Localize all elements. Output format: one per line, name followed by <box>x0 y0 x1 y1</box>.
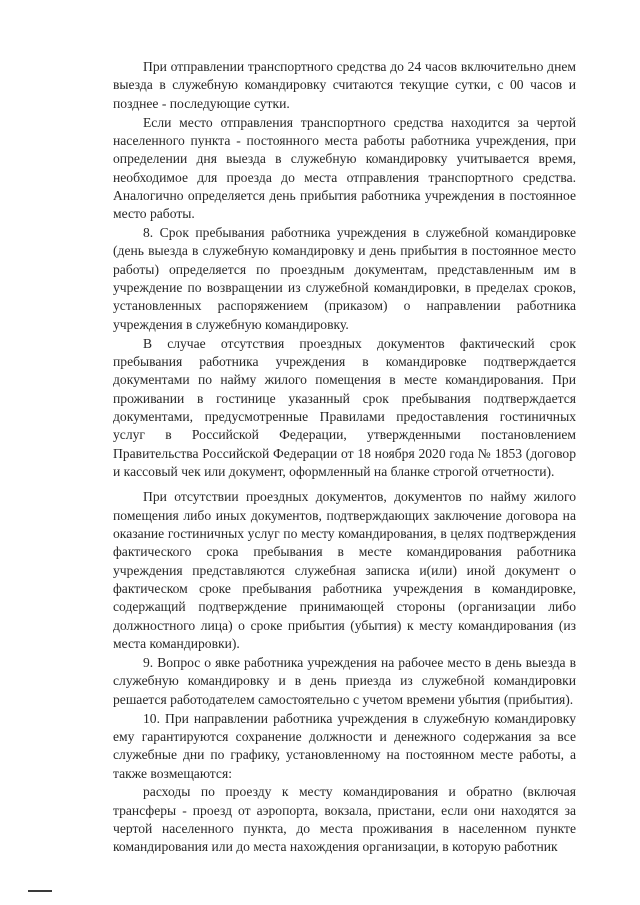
paragraph-clause-8: 8. Срок пребывания работника учреждения в служебной командировке (день выезда в служебную командировку и день прибытия в постоянное место работы) определяется по проездным документам, представленным им в учреждение по возвращении из служебной командировки, в пределах сроков, установленных распоряжением (приказом) о направлении работника учреждения в служебную командировку. <box>113 225 576 332</box>
paragraph-clause-9: 9. Вопрос о явке работника учреждения на рабочее место в день выезда в служебную командировку и в день приезда из служебной командировки решается работодателем самостоятельно с учетом времени убытия (прибытия). <box>113 655 576 707</box>
paragraph-clause-10: 10. При направлении работника учреждения в служебную командировку ему гарантируются сохранение должности и денежного содержания за все служебные дни по графику, установленному на постоянном месте работы, а также возмещаются: <box>113 710 576 781</box>
paragraph-travel-expenses: расходы по проезду к месту командирования и обратно (включая трансферы - проезд от аэропорта, вокзала, пристани, если они находятся за чертой населенного пункта, до места проживания в населенном пункте командирования или до места нахождения организации, в которую работник <box>113 784 576 855</box>
paragraph-departure-day: При отправлении транспортного средства до 24 часов включительно днем выезда в служебную командировку считаются текущие сутки, с 00 часов и позднее - последующие сутки. <box>113 59 576 111</box>
paragraph-departure-point: Если место отправления транспортного средства находится за чертой населенного пункта - постоянного места работы работника учреждения, при определении дня выезда в служебную командировку учитывается время, необходимое для проезда до места отправления транспортного средства. Аналогично определяется день прибытия работника учреждения в постоянное место работы. <box>113 114 576 222</box>
paragraph-no-documents-memo: При отсутствии проездных документов, документов по найму жилого помещения либо иных документов, подтверждающих заключение договора на оказание гостиничных услуг по месту командирования, в целях подтверждения фактического срока пребывания в месте командирования работника учреждения представляются служебная записка и(или) иной документ о фактическом сроке пребывания работника учреждения в командировке, содержащий подтверждение принимающей стороны (организации либо должностного лица) о сроке прибытия (убытия) к месту командирования (из места командировки). <box>113 489 576 652</box>
document-body <box>113 58 576 857</box>
paragraph-no-travel-documents: В случае отсутствия проездных документов фактический срок пребывания работника учреждения в командировке подтверждается документами по найму жилого помещения в месте командирования. При проживании в гостинице указанный срок пребывания подтверждается документами, предусмотренные Правилами предоставления гостиничных услуг в Российской Федерации, утвержденными постановлением Правительства Российской Федерации от 18 ноября 2020 года № 1853 (договор и кассовый чек или документ, оформленный на бланке строгой отчетности). <box>113 335 576 480</box>
scan-corner-mark <box>28 890 52 892</box>
